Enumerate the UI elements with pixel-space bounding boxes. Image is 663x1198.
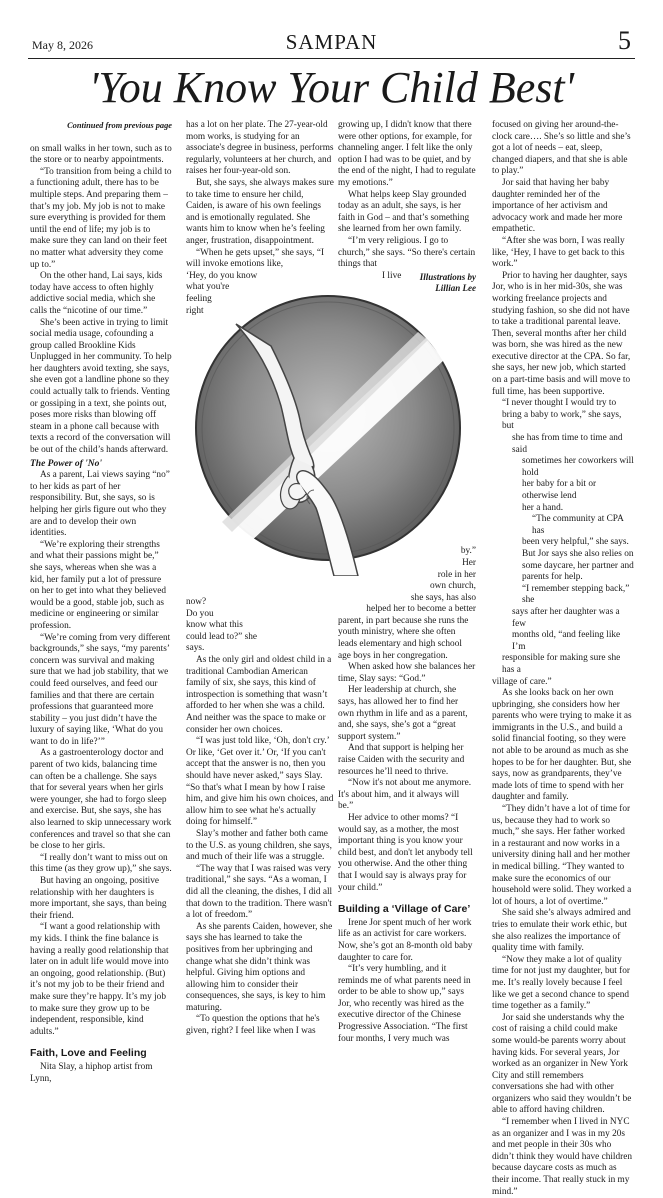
text-line: says. [186, 643, 205, 654]
paragraph [338, 546, 476, 616]
paragraph [492, 514, 634, 584]
text-line: she says, has also [410, 592, 476, 603]
section-heading: Faith, Love and Feeling [30, 1047, 147, 1060]
text-line: feeling [186, 293, 212, 304]
text-line: helped her to become a better [366, 604, 476, 615]
paragraph: When asked how she balances her time, Slay says: “God.” [338, 662, 476, 684]
paragraph: As a gastroenterology doctor and parent of two kids, balancing time can often be a challenge. She says that for several years when her girls were younger, she had to forgo sleep and exercise. But, she says, she has also learned to skip unnecessary work conferences and travel so that she can be close to her girls. [30, 748, 172, 852]
masthead: SAMPAN [285, 30, 378, 54]
text-line: know what this [186, 620, 243, 631]
text-line: ‘Hey, do you know [186, 270, 258, 281]
text-line: right [186, 305, 204, 316]
paragraph: parent, in part because she runs the youth ministry, where she often leads elementary and high school age boys in her congregation. [338, 615, 469, 661]
paragraph: “I was just told like, ‘Oh, don't cry.’ Or like, ‘Get over it.’ Or, ‘If you can't accept that the answer is no, then you should have never asked,” says Slay. “So that's what I mean by how I raise him, and give him his own choices, and allow him to see what he's actually doing for himself.” [186, 736, 334, 828]
text-line: “When he gets upset,” she says, “I [196, 247, 325, 258]
text-line: responsible for making sure she has a [502, 653, 621, 675]
page-header [28, 26, 635, 56]
text-line: own church, [430, 581, 476, 592]
paragraph: Slay’s mother and father both came to the U.S. as young children, she says, and much of their life was a struggle. [186, 828, 332, 863]
text-line: months old, “and feeling like I’m [512, 630, 621, 652]
text-line: what you're [186, 282, 230, 293]
text-line: will invoke emotions like, [186, 259, 284, 270]
paragraph: But, she says, she always makes sure to take time to ensure her child, Caiden, is aware of his own feelings and is emotionally regulated. She wants him to know when he’s feeling anger, frustration, disappointment. [186, 177, 334, 246]
paragraph: Irene Jor spent much of her work life as an activist for care workers. Now, she’s got an 8-month old baby daughter to care for. [338, 917, 473, 963]
paragraph: On the other hand, Lai says, kids today have access to often highly addictive social media, which she calls the “nicotine of our time.” [30, 271, 163, 316]
continued-note: Continued from previous page [67, 121, 172, 130]
paragraph: And that support is helping her raise Caiden with the security and resources he’ll need to thrive. [338, 743, 465, 777]
paragraph: Nita Slay, a hiphop artist from Lynn, [30, 1061, 153, 1084]
text-line: Do you [186, 608, 214, 619]
paragraph: Her leadership at church, she says, has allowed her to find her own rhythm in life and as a parent, and, she says, she’s got a “great support system.” [338, 685, 468, 742]
paragraph: “We’re coming from very different backgrounds,” she says, “my parents’ concern was survival and making sure that we had job stability, that we could feed ourselves, and feed our families and that there are certain professions that guaranteed more stability – you just didn’t have the luxury of saying like, ‘What do you want to do in life?’” [30, 632, 171, 747]
paragraph: “The way that I was raised was very traditional,” she says. “As a woman, I did all the cleaning, the dishes, I did all that down to the tradition. There wasn't a lot of freedom.” [186, 863, 333, 921]
paragraph: As the only girl and oldest child in a traditional Cambodian American family of six, she says, this kind of introspection is something that wasn’t afforded to her when she was a child. And neither was the space to make or consider her own choices. [186, 655, 332, 735]
paragraph: What helps keep Slay grounded today as an adult, she says, is her faith in God – and that’s something she learned from her own family. [338, 189, 470, 235]
paragraph: focused on giving her around-the-clock care…. She’s so little and she’s got a lot of needs – eat, sleep, changed diapers, and that she is able to play.” [492, 120, 631, 177]
paragraph [186, 248, 334, 318]
text-line: “I never thought I would try to [502, 398, 617, 409]
text-line: village of care.” [492, 676, 552, 687]
paragraph: “Now it's not about me anymore. It's about him, and it always will be.” [338, 778, 472, 812]
text-line: some daycare, her partner and [522, 560, 634, 571]
paragraph: As a parent, Lai views saying “no” to her kids as part of her responsibility. But, she says, so is helping her girls figure out who they are and to develop their own identities. [30, 470, 170, 539]
column-3 [338, 120, 476, 1045]
paragraph: “I remember when I lived in NYC as an organizer and I was in my 20s and met people in their 30s who didn’t think they would have children because daycare costs as much as their income. That really stuck in my mind.” [492, 1117, 633, 1197]
text-line: bring a baby to work,” she says, but [502, 409, 622, 432]
paragraph: She said she’s always admired and tries to emulate their work ethic, but she also realizes the importance of quality time with family. [492, 908, 631, 954]
column-2 [186, 120, 334, 1038]
column-1 [30, 120, 172, 1085]
paragraph: “We’re exploring their strengths and what their passions might be,” she says, whereas when she was a kid, her family put a lot of pressure on her to get into what they believed would be a good, stable job, such as medicine or engineering or similar profession. [30, 539, 167, 631]
paragraph: As she looks back on her own upbringing, she considers how her parents who were trying to make it as immigrants in the U.S., and build a solid financial footing, so they were not able to be around as much as she hopes to be for her daughter. But, she says, now as grandparents, they’ve made lots of time to spend with her daughter and family. [492, 688, 632, 803]
paragraph [186, 597, 334, 655]
text-line: But Jor says she also relies on [522, 548, 634, 559]
wrap-gap [186, 317, 334, 597]
paragraph: on small walks in her town, such as to the store or to nearby appointments. [30, 143, 172, 166]
paragraph: growing up, I didn't know that there were other options, for example, for channeling anger. I felt like the only option I had was to be quiet, and by the end of the night, I had to regulate my emotions.” [338, 120, 476, 188]
paragraph [492, 398, 634, 514]
section-heading: Building a ‘Village of Care’ [338, 903, 471, 916]
text-line: I live [382, 270, 402, 281]
text-line: says after her daughter was a few [512, 606, 620, 629]
paragraph: “I really don’t want to miss out on this time (as they grow up),” she says. [30, 852, 172, 875]
paragraph: “To question the options that he's given, right? I feel like when I was [186, 1014, 320, 1037]
paragraph: has a lot on her plate. The 27-year-old mom works, is studying for an associate's degree in business, performs regularly, volunteers at her church, and raises her four-year-old son. [186, 120, 334, 177]
text-line: her baby for a bit or otherwise lend [522, 479, 597, 501]
text-line: been very helpful,” she says. [522, 537, 629, 548]
paragraph [492, 584, 634, 688]
paragraph: Jor said she understands why the cost of raising a child could make some would-be parents worry about having kids. For several years, Jor worked as an organizer in New York City and still remembers conversations she had with other organizers who said they wouldn’t be able to afford having children. [492, 1012, 632, 1116]
text-line: now? [186, 597, 207, 608]
credit-line-1: Illustrations by [419, 272, 476, 282]
text-line: role in her [437, 569, 476, 580]
wrap-gap [338, 282, 476, 546]
paragraph: “I’m very religious. I go to church,” she says. “So there's certain things that [338, 235, 476, 270]
text-line: “I remember stepping back,” she [522, 583, 630, 606]
paragraph: Her advice to other moms? “I would say, as a mother, the most important thing is you know your child best, and don't let anybody tell you otherwise. And the other thing that I would say is always pray for your child.” [338, 812, 473, 893]
text-line: by.” [460, 546, 476, 557]
text-line: her a hand. [522, 502, 564, 513]
paragraph: Prior to having her daughter, says Jor, who is in her mid-30s, she was working freelance projects and studying fashion, so she did not have to take a traditional parental leave. Then, several months after her child was born, she was hired as the new executive director at the CPA. So far, she says, her new job, which started on a part-time basis and will move to full time, has been supportive. [492, 270, 631, 397]
column-4 [492, 120, 634, 1198]
subheading: The Power of 'No' [30, 458, 103, 469]
text-line: “The community at CPA has [532, 514, 624, 536]
paragraph: “They didn’t have a lot of time for us, because they had to work so much,” she says. Her father worked in a restaurant and now works in a university dining hall and her mother in medical billing. “They wanted to make sure the economics of our household were solid. They worked a lot of hours, a lot of overtime.” [492, 804, 632, 907]
paragraph: “Now they make a lot of quality time for not just my daughter, but for me. It’s really lovely because I feel like we get a second chance to spend time together as a family.” [492, 954, 631, 1012]
paragraph: “I want a good relationship with my kids. I think the fine balance is having a really good relationship that later on in adult life would move into an ongoing, good relationship. (But) it’s not my job to be their friend and make sure they’re happy. It’s my job to make sure they grow up to be independent, responsible, kind adults.” [30, 922, 169, 1037]
paragraph: “To transition from being a child to a functioning adult, there has to be multiple steps. And preparing them – that’s my job. My job is not to make sure everything is provided for them until the end of life; my job is to make sure they can land on their feet no matter what adversity they come up to.” [30, 166, 172, 270]
text-line: Her [462, 557, 476, 568]
headline: 'You Know Your Child Best' [88, 63, 575, 112]
paragraph: She’s been active in trying to limit social media usage, cofounding a group called Brookline Kids Unplugged in her community. To help her daughters avoid texting, she says, she even got a landline phone so they could actually talk to friends. Venting or gossiping in a text, she points out, poses more risks than blowing off steam in a phone call because with texts a record of the conversation will be out of the child’s hands afterward. [30, 317, 172, 456]
paragraph: “After she was born, I was really like, ‘Hey, I have to get back to this work.” [492, 235, 625, 270]
page-number: 5 [618, 26, 631, 55]
paragraph: Jor said that having her baby daughter reminded her of the importance of her activism and advocacy work and made her more empathetic. [492, 177, 623, 235]
paragraph: As she parents Caiden, however, she says she has learned to take the positives from her upbringing and change what she didn’t think was helpful. Giving him options and allowing him to consider their consequences, she says, is key to him maturing. [186, 921, 333, 1013]
paragraph: “It’s very humbling, and it reminds me of what parents need in order to be able to show up,” says Jor, who recently was hired as the executive director of the Chinese Progressive Association. “The first four months, I very much was [338, 964, 471, 1044]
text-line: sometimes her coworkers will hold [522, 456, 634, 478]
issue-date: May 8, 2026 [32, 38, 93, 52]
text-line: parents for help. [522, 572, 583, 583]
text-line: could lead to?” she [186, 631, 257, 642]
paragraph: But having an ongoing, positive relationship with her daughters is more important, she says, than being their friend. [30, 876, 167, 921]
credit-line-2: Lillian Lee [435, 283, 476, 293]
text-line: she has from time to time and said [512, 433, 623, 455]
header-rule [28, 58, 635, 59]
